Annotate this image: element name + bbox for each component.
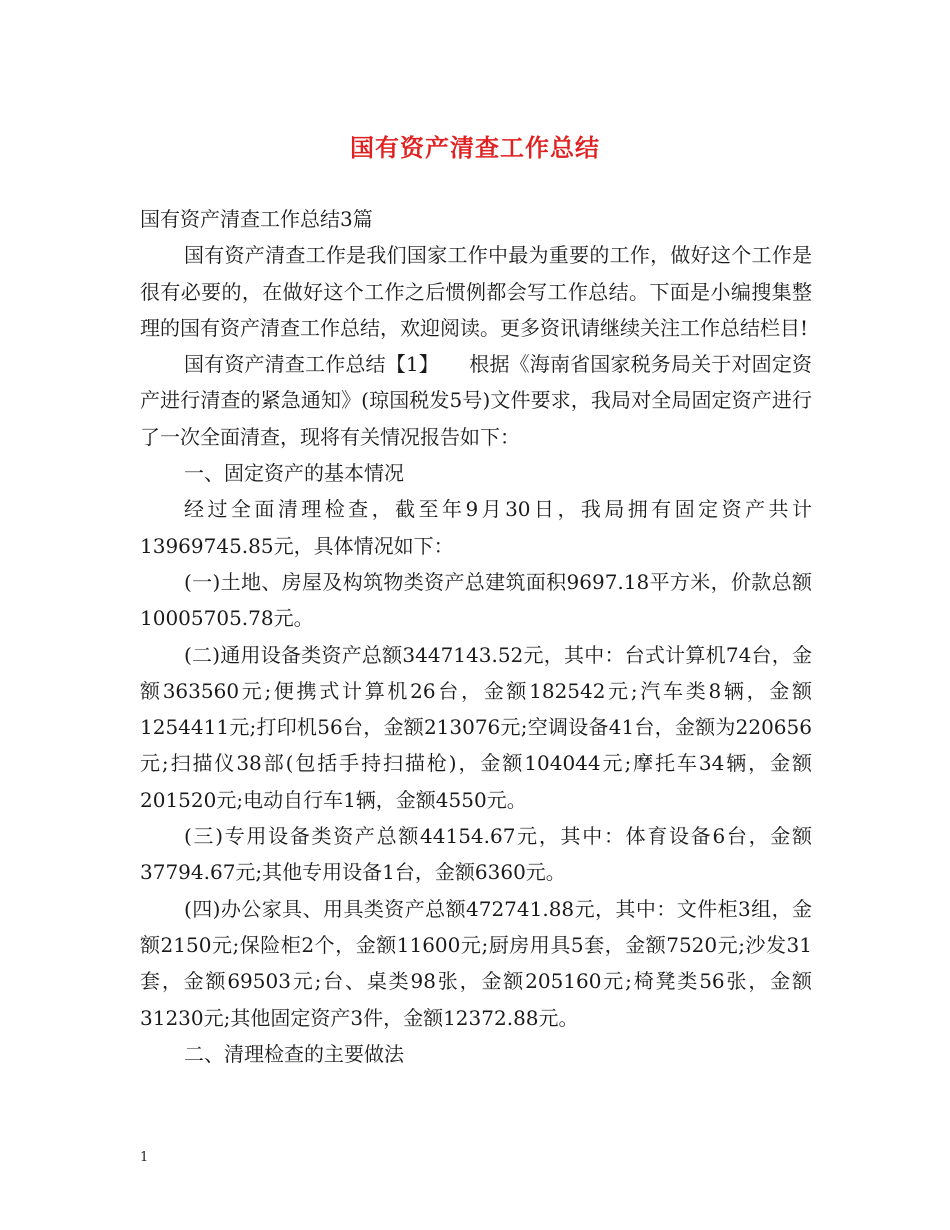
land-buildings-paragraph: (一)土地、房屋及构筑物类资产总建筑面积9697.18平方米，价款总额10005705.78元。 — [140, 569, 812, 631]
general-equipment-paragraph: (二)通用设备类资产总额3447143.52元，其中：台式计算机74台，金额363560元;便携式计算机26台，金额182542元;汽车类8辆，金额1254411元;打印机56台，金额213076元;空调设备41台，金额为220656元;扫描仪38部(包括手持扫描枪)，金额104044元;摩托车34辆，金额201520元;电动自行车1辆，金额4550元。 — [140, 642, 812, 812]
document-body — [140, 201, 812, 1072]
page-number: 1 — [140, 1150, 149, 1165]
summary-1-paragraph: 国有资产清查工作总结【1】 根据《海南省国家税务局关于对固定资产进行清查的紧急通知》(琼国税发5号)文件要求，我局对全局固定资产进行了一次全面清查，现将有关情况报告如下： — [140, 352, 812, 449]
furniture-paragraph: (四)办公家具、用具类资产总额472741.88元，其中：文件柜3组，金额2150元;保险柜2个，金额11600元;厨房用具5套，金额7520元;沙发31套，金额69503元;台、桌类98张，金额205160元;椅凳类56张，金额31230元;其他固定资产3件，金额12372.88元。 — [140, 896, 812, 1030]
section-heading-2: 二、清理检查的主要做法 — [184, 1041, 404, 1066]
special-equipment-paragraph: (三)专用设备类资产总额44154.67元，其中：体育设备6台，金额37794.67元;其他专用设备1台，金额6360元。 — [140, 824, 812, 885]
section-heading-1: 一、固定资产的基本情况 — [184, 461, 404, 486]
total-assets-paragraph: 经过全面清理检查，截至年9月30日，我局拥有固定资产共计13969745.85元，具体情况如下： — [140, 497, 812, 558]
subtitle-paragraph: 国有资产清查工作总结3篇 — [140, 207, 373, 231]
document-title: 国有资产清查工作总结 — [350, 134, 600, 162]
intro-paragraph: 国有资产清查工作是我们国家工作中最为重要的工作，做好这个工作是很有必要的，在做好这个工作之后惯例都会写工作总结。下面是小编搜集整理的国有资产清查工作总结，欢迎阅读。更多资讯请继续关注工作总结栏目! — [140, 243, 812, 340]
